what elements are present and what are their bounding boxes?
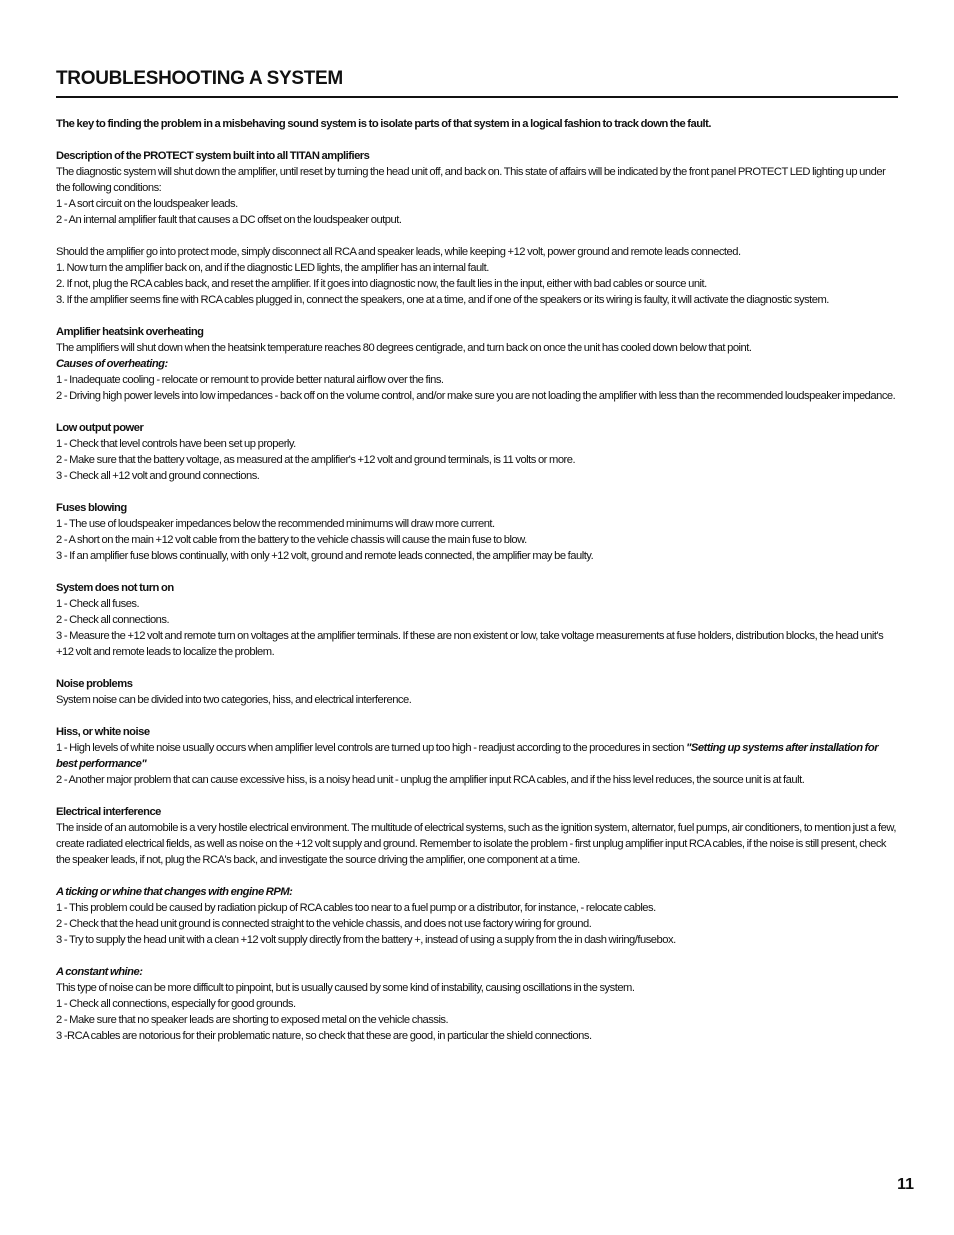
list-item: 1 - Check all connections, especially for good grounds.	[56, 998, 296, 1010]
section-heading: Low output power	[56, 422, 144, 434]
list-item: 3 -RCA cables are notorious for their problematic nature, so check that these are good, in particular the shield connections.	[56, 1030, 592, 1042]
section-no-turn-on	[56, 580, 898, 660]
list-item: 2 - An internal amplifier fault that causes a DC offset on the loudspeaker output.	[56, 214, 402, 226]
section-noise-problems	[56, 676, 898, 708]
intro-text: The key to finding the problem in a misbehaving sound system is to isolate parts of that system in a logical fashion to track down the fault.	[56, 118, 711, 130]
list-item: 2 - Make sure that the battery voltage, as measured at the amplifier's +12 volt and ground terminals, is 11 volts or more.	[56, 454, 576, 466]
section-heading: A ticking or whine that changes with engine RPM:	[56, 886, 293, 898]
section-heading: System does not turn on	[56, 582, 174, 594]
list-item: 3 - Try to supply the head unit with a clean +12 volt supply directly from the battery +, instead of using a supply from the in dash wiring/fusebox.	[56, 934, 676, 946]
list-item	[56, 740, 898, 772]
list-item: 1. Now turn the amplifier back on, and if the diagnostic LED lights, the amplifier has an internal fault.	[56, 262, 489, 274]
list-item: 2 - Check all connections.	[56, 614, 170, 626]
list-item: 2 - Driving high power levels into low impedances - back off on the volume control, and/or make sure you are not loading the amplifier with less than the recommended loudspeaker impedance.	[56, 390, 896, 402]
list-item: 1 - Check that level controls have been set up properly.	[56, 438, 296, 450]
list-item: 1 - Check all fuses.	[56, 598, 140, 610]
section-hiss	[56, 724, 898, 788]
section-heading: Electrical interference	[56, 806, 161, 818]
list-item: 1 - Inadequate cooling - relocate or remount to provide better natural airflow over the fins.	[56, 374, 444, 386]
section-electrical-interference	[56, 804, 898, 868]
list-item: 2 - A short on the main +12 volt cable from the battery to the vehicle chassis will cause the main fuse to blow.	[56, 534, 527, 546]
list-item: 3 - If an amplifier fuse blows continually, with only +12 volt, ground and remote leads connected, the amplifier may be faulty.	[56, 550, 594, 562]
section-heading: Fuses blowing	[56, 502, 127, 514]
list-item: 3. If the amplifier seems fine with RCA cables plugged in, connect the speakers, one at a time, and if one of the speakers or its wiring is faulty, it will activate the diagnostic system.	[56, 294, 829, 306]
section-heading: Description of the PROTECT system built into all TITAN amplifiers	[56, 150, 370, 162]
section-low-output-power	[56, 420, 898, 484]
list-item: 2 - Another major problem that can cause excessive hiss, is a noisy head unit - unplug the amplifier input RCA cables, and if the hiss level reduces, the source unit is at fault.	[56, 774, 805, 786]
paragraph: The amplifiers will shut down when the heatsink temperature reaches 80 degrees centigrade, and turn back on once the unit has cooled down below that point.	[56, 342, 752, 354]
paragraph: This type of noise can be more difficult to pinpoint, but is usually caused by some kind of instability, causing oscillations in the system.	[56, 982, 635, 994]
section-heading: Noise problems	[56, 678, 133, 690]
list-item: 3 - Measure the +12 volt and remote turn on voltages at the amplifier terminals. If these are non existent or low, take voltage measurements at fuse holders, distribution blocks, the head unit's +12 volt and remote leads to localize the problem.	[56, 630, 884, 658]
section-ticking-whine	[56, 884, 898, 948]
list-item: 2 - Check that the head unit ground is connected straight to the vehicle chassis, and does not use factory wiring for ground.	[56, 918, 592, 930]
section-heatsink	[56, 324, 898, 404]
list-item: 2. If not, plug the RCA cables back, and reset the amplifier. If it goes into diagnostic now, the fault lies in the input, either with bad cables or source unit.	[56, 278, 707, 290]
list-item: 2 - Make sure that no speaker leads are shorting to exposed metal on the vehicle chassis.	[56, 1014, 449, 1026]
list-item: 1 - This problem could be caused by radiation pickup of RCA cables too near to a fuel pump or a distributor, for instance, - relocate cables.	[56, 902, 656, 914]
section-reference: "Setting up systems after installation for best performance"	[56, 742, 879, 770]
section-fuses-blowing	[56, 500, 898, 564]
section-protect	[56, 148, 898, 308]
list-item-text: 1 - High levels of white noise usually occurs when amplifier level controls are turned up too high - readjust according to the procedures in section	[56, 742, 687, 754]
section-constant-whine	[56, 964, 898, 1044]
list-item: 1 - The use of loudspeaker impedances below the recommended minimums will draw more current.	[56, 518, 495, 530]
paragraph: System noise can be divided into two categories, hiss, and electrical interference.	[56, 694, 412, 706]
content	[56, 116, 898, 1044]
paragraph: Should the amplifier go into protect mode, simply disconnect all RCA and speaker leads, while keeping +12 volt, power ground and remote leads connected.	[56, 246, 741, 258]
paragraph: The diagnostic system will shut down the amplifier, until reset by turning the head unit off, and back on. This state of affairs will be indicated by the front panel PROTECT LED lighting up under the following conditions:	[56, 166, 886, 194]
sub-heading: Causes of overheating:	[56, 358, 168, 370]
page-number: 11	[897, 1176, 914, 1193]
paragraph: The inside of an automobile is a very hostile electrical environment. The multitude of electrical systems, such as the ignition system, alternator, fuel pumps, air conditioners, to mention just a few, create radiated electrical fields, as well as noise on the +12 volt supply and ground. Remember to isolate the problem - first unplug amplifier input RCA cables, if the noise is still present, check the speaker leads, if not, plug the RCA's back, and investigate the source driving the amplifier, one component at a time.	[56, 822, 896, 866]
section-heading: A constant whine:	[56, 966, 143, 978]
section-heading: Amplifier heatsink overheating	[56, 326, 204, 338]
list-item: 1 - A sort circuit on the loudspeaker leads.	[56, 198, 238, 210]
section-heading: Hiss, or white noise	[56, 726, 150, 738]
page-body	[56, 68, 898, 1044]
page-title: TROUBLESHOOTING A SYSTEM	[56, 68, 898, 98]
list-item: 3 - Check all +12 volt and ground connections.	[56, 470, 260, 482]
